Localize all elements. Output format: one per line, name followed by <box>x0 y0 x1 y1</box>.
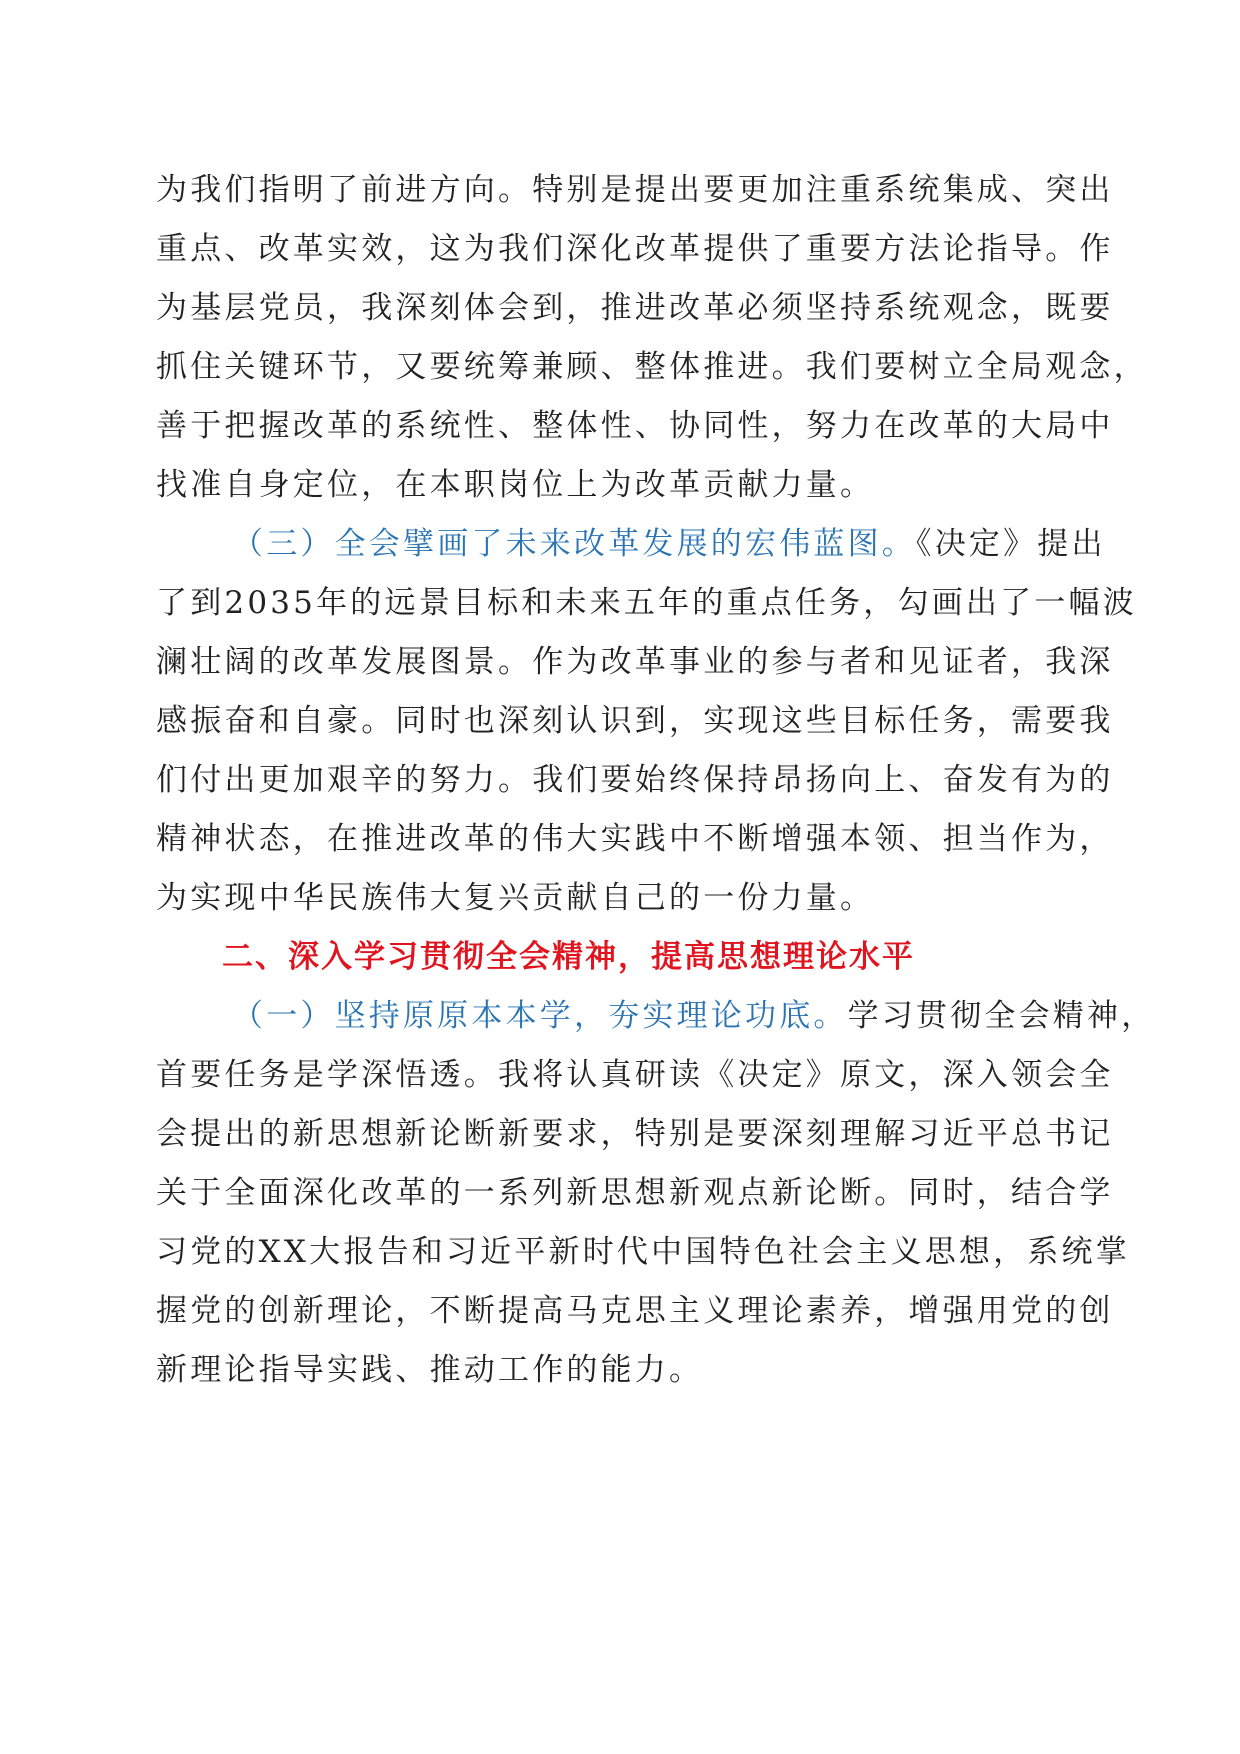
text-line: 首要任务是学深悟透。我将认真研读《决定》原文，深入领会全 <box>156 1057 1114 1093</box>
text-line: 关于全面深化改革的一系列新思想新观点新论断。同时，结合学 <box>156 1175 1114 1211</box>
text-line: 习党的XX大报告和习近平新时代中国特色社会主义思想，系统掌 <box>156 1234 1130 1270</box>
section-heading: 二、深入学习贯彻全会精神，提高思想理论水平 <box>222 939 915 975</box>
subheading-line <box>232 511 1152 577</box>
text-line: 们付出更加艰辛的努力。我们要始终保持昂扬向上、奋发有为的 <box>156 762 1114 798</box>
text-line: 抓住关键环节，又要统筹兼顾、整体推进。我们要树立全局观念， <box>156 349 1148 385</box>
text-span: 学习贯彻全会精神， <box>847 998 1156 1034</box>
text-line: 精神状态，在推进改革的伟大实践中不断增强本领、担当作为， <box>156 821 1114 857</box>
subheading-one: （一）坚持原原本本学，夯实理论功底。 <box>232 998 848 1034</box>
subheading-line <box>232 983 1156 1049</box>
text-line: 为基层党员，我深刻体会到，推进改革必须坚持系统观念，既要 <box>156 290 1114 326</box>
text-span: 《决定》提出 <box>916 526 1106 562</box>
text-line: 为我们指明了前进方向。特别是提出要更加注重系统集成、突出 <box>156 172 1114 208</box>
text-line: 感振奋和自豪。同时也深刻认识到，实现这些目标任务，需要我 <box>156 703 1114 739</box>
text-line: 善于把握改革的系统性、整体性、协同性，努力在改革的大局中 <box>156 408 1114 444</box>
text-line: 为实现中华民族伟大复兴贡献自己的一份力量。 <box>156 880 875 916</box>
text-line: 澜壮阔的改革发展图景。作为改革事业的参与者和见证者，我深 <box>156 644 1114 680</box>
text-line: 找准自身定位，在本职岗位上为改革贡献力量。 <box>156 467 875 503</box>
subheading-three: （三）全会擘画了未来改革发展的宏伟蓝图。 <box>232 526 916 562</box>
text-line: 了到2035年的远景目标和未来五年的重点任务，勾画出了一幅波 <box>156 585 1137 621</box>
text-line: 新理论指导实践、推动工作的能力。 <box>156 1352 704 1388</box>
text-line: 会提出的新思想新论断新要求，特别是要深刻理解习近平总书记 <box>156 1116 1114 1152</box>
text-line: 重点、改革实效，这为我们深化改革提供了重要方法论指导。作 <box>156 231 1114 267</box>
text-line: 握党的创新理论，不断提高马克思主义理论素养，增强用党的创 <box>156 1293 1114 1329</box>
